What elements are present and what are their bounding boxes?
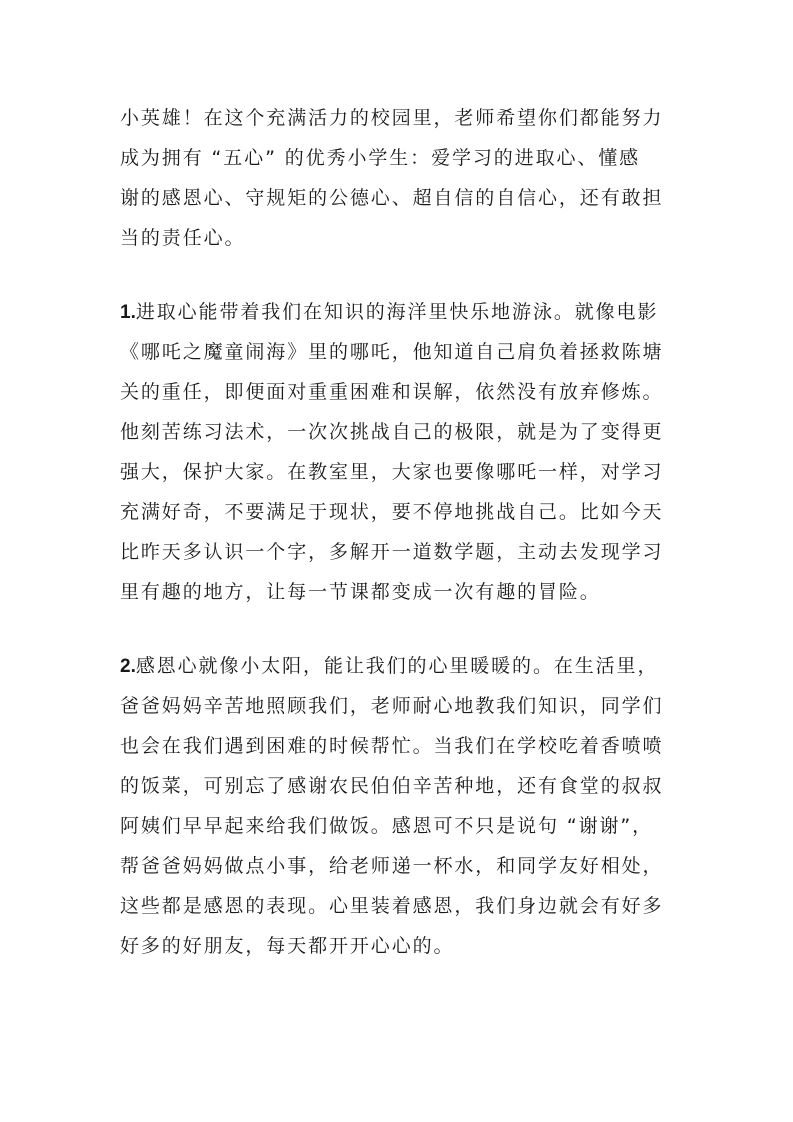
paragraph-point-2: [120, 646, 680, 966]
text-line: 他刻苦练习法术，一次次挑战自己的极限，就是为了变得更: [120, 421, 664, 443]
text-line: 关的重任，即便面对重重困难和误解，依然没有放弃修炼。: [120, 381, 664, 403]
text-line: 谢的感恩心、守规矩的公德心、超自信的自信心，还有敢担: [120, 187, 664, 209]
text-line: 爸爸妈妈辛苦地照顾我们，老师耐心地教我们知识，同学们: [120, 695, 664, 717]
text-line: 帮爸爸妈妈做点小事，给老师递一杯水，和同学友好相处，: [120, 855, 664, 877]
document-page: [120, 98, 680, 1006]
text-line: 小英雄！在这个充满活力的校园里，老师希望你们都能努力: [120, 107, 664, 129]
paragraph-point-1: [120, 292, 680, 612]
text-line: 阿姨们早早起来给我们做饭。感恩可不只是说句 “谢谢”，: [120, 815, 654, 837]
text-line: [120, 646, 680, 686]
text-line: 里有趣的地方，让每一节课都变成一次有趣的冒险。: [120, 581, 601, 603]
text-line: 比昨天多认识一个字，多解开一道数学题，主动去发现学习: [120, 541, 664, 563]
text-line: 成为拥有 “五心” 的优秀小学生：爱学习的进取心、懂感: [120, 147, 641, 169]
text-line: 充满好奇，不要满足于现状，要不停地挑战自己。比如今天: [120, 501, 664, 523]
text-line: 这些都是感恩的表现。心里装着感恩，我们身边就会有好多: [120, 895, 664, 917]
text-line: 强大，保护大家。在教室里，大家也要像哪吒一样，对学习: [120, 461, 664, 483]
text-line: 也会在我们遇到困难的时候帮忙。当我们在学校吃着香喷喷: [120, 735, 664, 757]
text-line: 当的责任心。: [120, 227, 246, 249]
text-line-content: 感恩心就像小太阳，能让我们的心里暖暖的。在生活里，: [135, 655, 659, 677]
paragraph-intro: [120, 98, 680, 258]
text-line: [120, 292, 680, 332]
text-line: 《哪吒之魔童闹海》里的哪吒，他知道自己肩负着拯救陈塘: [120, 341, 664, 363]
text-line-content: 进取心能带着我们在知识的海洋里快乐地游泳。就像电影: [135, 301, 659, 323]
text-line: 好多的好朋友，每天都开开心心的。: [120, 935, 455, 957]
list-number: 1.: [120, 302, 136, 323]
text-line: 的饭菜，可别忘了感谢农民伯伯辛苦种地，还有食堂的叔叔: [120, 775, 664, 797]
list-number: 2.: [120, 656, 136, 677]
